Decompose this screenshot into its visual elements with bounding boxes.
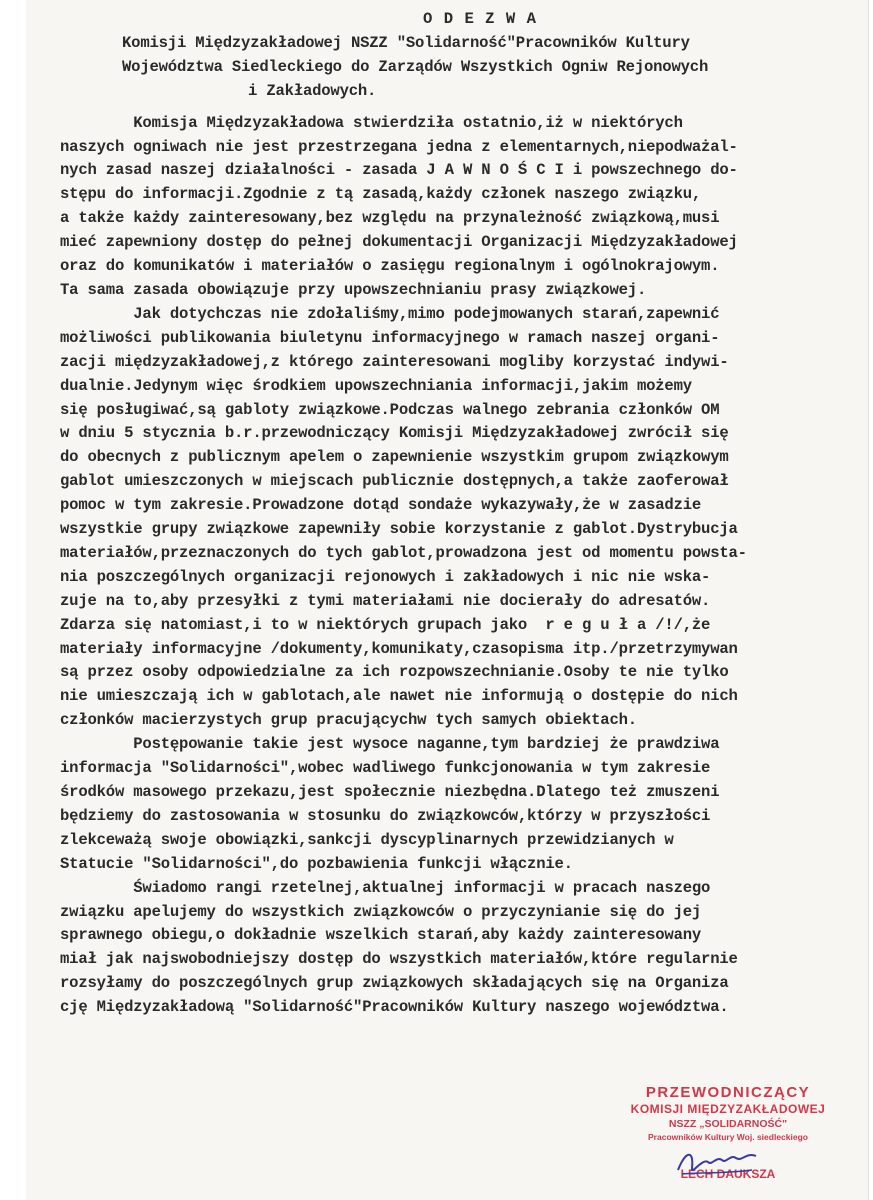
text-line: materiałów,przeznaczonych do tych gablot,prowadzona jest od momentu powsta- — [60, 543, 747, 562]
handwritten-signature — [672, 1144, 762, 1184]
text-line: będziemy do zastosowania w stosunku do związkowców,którzy w przyszłości — [60, 806, 711, 825]
text-line: naszych ogniwach nie jest przestrzegana jedna z elementarnych,niepodważal- — [60, 137, 738, 156]
text-line: rozsyłamy do poszczególnych grup związkowych składających się na Organiza — [60, 974, 729, 993]
text-line: nych zasad naszej działalności - zasada J A W N O Ś C I i powszechnego do- — [60, 161, 738, 180]
text-line: możliwości publikowania biuletynu informacyjnego w ramach naszej organi- — [60, 328, 720, 347]
text-line: oraz do komunikatów i materiałów o zasięgu regionalnym i ogólnokrajowym. — [60, 257, 720, 276]
text-line: do obecnych z publicznym apelem o zapewnienie wszystkim grupom związkowym — [60, 448, 729, 467]
stamp-subtitle: Pracowników Kultury Woj. siedleckiego — [648, 1132, 808, 1142]
text-line: Postępowanie takie jest wysoce naganne,tym bardziej że prawdziwa — [60, 735, 720, 754]
text-line: cję Międzyzakładową "Solidarność"Pracowników Kultury naszego województwa. — [60, 998, 729, 1017]
paragraph — [60, 112, 860, 303]
document-body — [60, 8, 860, 1020]
scan-border — [0, 0, 26, 1200]
text-line: pomoc w tym zakresie.Prowadzone dotąd sondaże wykazywały,że w zasadzie — [60, 496, 702, 515]
text-line: nie umieszczają ich w gablotach,ale nawet nie informują o dostępie do nich — [60, 687, 738, 706]
heading-line-3: i Zakładowych. — [248, 81, 377, 100]
text-line: są przez osoby odpowiedzialne za ich rozpowszechnianie.Osoby te nie tylko — [60, 663, 729, 682]
stamp-commission: KOMISJI MIĘDZYZAKŁADOWEJ — [630, 1102, 826, 1116]
text-line: dualnie.Jedynym więc środkiem upowszechniania informacji,jakim możemy — [60, 376, 692, 395]
text-line: Statucie "Solidarności",do pozbawienia funkcji włącznie. — [60, 854, 573, 873]
paragraph — [60, 303, 860, 733]
text-line: stępu do informacji.Zgodnie z tą zasadą,każdy członek naszego związku, — [60, 185, 702, 204]
text-line: miał jak najswobodniejszy dostęp do wszystkich materiałów,które regularnie — [60, 950, 738, 969]
text-line: związku apelujemy do wszystkich związkowców o przyczynianie się do jej — [60, 902, 702, 921]
text-line: nia poszczególnych organizacji rejonowych i zakładowych i nic nie wska- — [60, 567, 711, 586]
stamp-union: NSZZ „SOLIDARNOŚĆ" — [668, 1118, 788, 1130]
text-line: Ta sama zasada obowiązuje przy upowszechnianiu prasy związkowej. — [60, 280, 647, 299]
text-line: się posługiwać,są gabloty związkowe.Podczas walnego zebrania członków OM — [60, 400, 720, 419]
text-line: a także każdy zainteresowany,bez względu na przynależność związkową,musi — [60, 209, 720, 228]
paragraph — [60, 733, 860, 876]
paragraph — [60, 877, 860, 1020]
text-line: Świadomo rangi rzetelnej,aktualnej informacji w pracach naszego — [60, 878, 711, 897]
stamp-title: PRZEWODNICZĄCY — [645, 1084, 811, 1101]
text-line: informacja "Solidarności",wobec wadliwego funkcjonowania w tym zakresie — [60, 759, 711, 778]
text-line: zlekceważą swoje obowiązki,sankcji dyscyplinarnych przewidzianych w — [60, 830, 674, 849]
text-line: zuje na to,aby przesyłki z tymi materiałami nie docierały do adresatów. — [60, 591, 711, 610]
text-line: Komisja Międzyzakładowa stwierdziła ostatnio,iż w niektórych — [60, 113, 683, 132]
text-line: członków macierzystych grup pracującychw tych samych obiektach. — [60, 711, 637, 730]
text-line: zacji międzyzakładowej,z którego zainteresowani mogliby korzystać indywi- — [60, 352, 729, 371]
text-line: materiały informacyjne /dokumenty,komunikaty,czasopisma itp./przetrzymywan — [60, 639, 738, 658]
text-line: środków masowego przekazu,jest społecznie niezbędna.Dlatego też zmuszeni — [60, 783, 720, 801]
text-line: mieć zapewniony dostęp do pełnej dokumentacji Organizacji Międzyzakładowej — [60, 233, 738, 252]
text-line: Jak dotychczas nie zdołaliśmy,mimo podejmowanych starań,zapewnić — [60, 304, 720, 323]
paragraphs — [60, 112, 860, 1020]
document-title: O D E Z W A — [423, 10, 537, 28]
heading-line-2: Województwa Siedleckiego do Zarządów Wszystkich Ogniw Rejonowych — [122, 57, 709, 76]
text-line: gablot umieszczonych w miejscach publicznie dostępnych,a także zaoferował — [60, 472, 729, 491]
text-line: wszystkie grupy związkowe zapewniły sobie korzystanie z gablot.Dystrybucja — [60, 520, 738, 539]
heading-line-1: Komisji Międzyzakładowej NSZZ "Solidarność"Pracowników Kultury — [122, 33, 690, 52]
stamp-name: LECH DAUKSZA — [680, 1167, 776, 1181]
text-line: sprawnego obiegu,o dokładnie wszelkich starań,aby każdy zainteresowany — [60, 926, 702, 945]
text-line: Zdarza się natomiast,i to w niektórych grupach jako r e g u ł a /!/,że — [60, 615, 711, 634]
text-line: w dniu 5 stycznia b.r.przewodniczący Komisji Międzyzakładowej zwrócił się — [60, 424, 729, 443]
